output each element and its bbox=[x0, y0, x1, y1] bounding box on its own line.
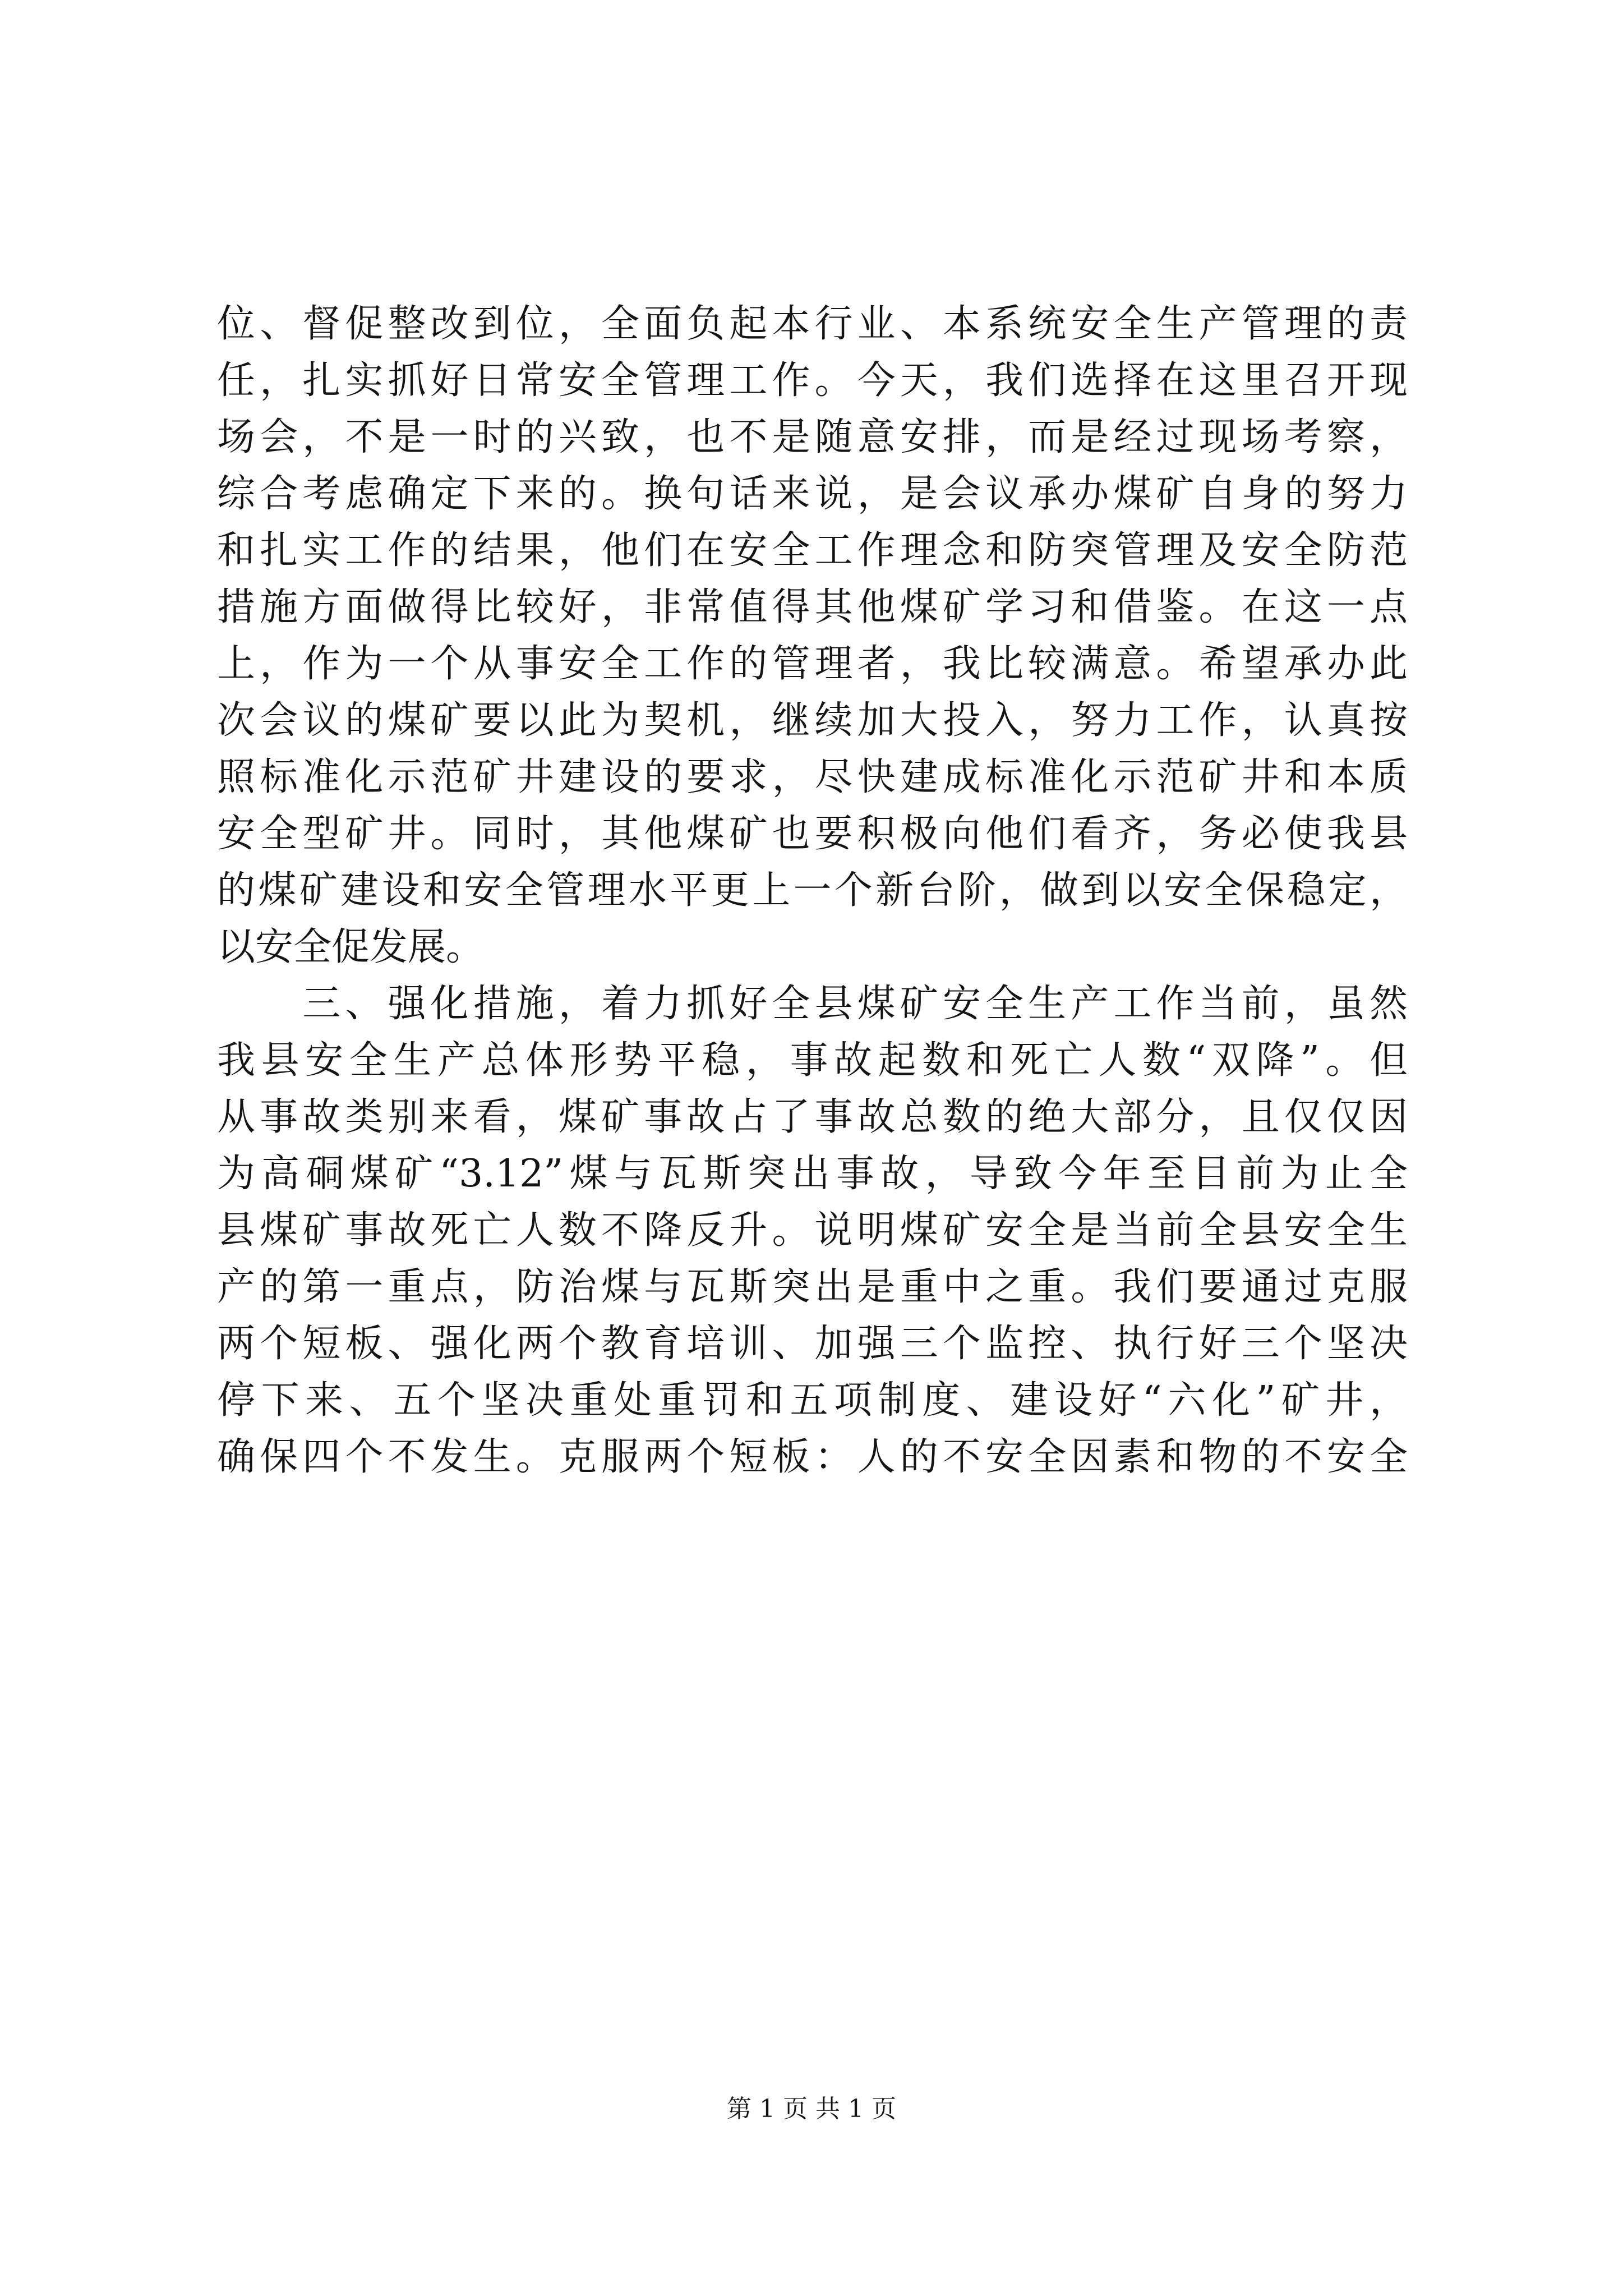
text-line-18: 产的第一重点，防治煤与瓦斯突出是重中之重。我们要通过克服 bbox=[217, 1265, 1408, 1309]
text-line-16: 为高硐煤矿“3.12”煤与瓦斯突出事故，导致今年至目前为止全 bbox=[217, 1152, 1408, 1196]
text-line-20: 停下来、五个坚决重处重罚和五项制度、建设好“六化”矿井， bbox=[217, 1378, 1408, 1423]
page-number-label: 第 1 页 共 1 页 bbox=[727, 2095, 896, 2123]
text-line-5: 和扎实工作的结果，他们在安全工作理念和防突管理及安全防范 bbox=[217, 528, 1408, 573]
text-line-19: 两个短板、强化两个教育培训、加强三个监控、执行好三个坚决 bbox=[217, 1322, 1408, 1366]
page-footer bbox=[0, 2092, 1623, 2126]
text-line-7: 上，作为一个从事安全工作的管理者，我比较满意。希望承办此 bbox=[217, 642, 1408, 686]
text-line-3: 场会，不是一时的兴致，也不是随意安排，而是经过现场考察， bbox=[217, 415, 1408, 459]
text-line-9: 照标准化示范矿井建设的要求，尽快建成标准化示范矿井和本质 bbox=[217, 755, 1408, 799]
text-line-6: 措施方面做得比较好，非常值得其他煤矿学习和借鉴。在这一点 bbox=[217, 585, 1408, 629]
text-line-1: 位、督促整改到位，全面负起本行业、本系统安全生产管理的责 bbox=[217, 302, 1408, 346]
text-line-17: 县煤矿事故死亡人数不降反升。说明煤矿安全是当前全县安全生 bbox=[217, 1208, 1408, 1253]
text-line-21: 确保四个不发生。克服两个短板：人的不安全因素和物的不安全 bbox=[217, 1435, 1408, 1479]
text-line-11: 的煤矿建设和安全管理水平更上一个新台阶，做到以安全保稳定， bbox=[217, 868, 1408, 913]
text-line-2: 任，扎实抓好日常安全管理工作。今天，我们选择在这里召开现 bbox=[217, 358, 1408, 403]
text-line-10: 安全型矿井。同时，其他煤矿也要积极向他们看齐，务必使我县 bbox=[217, 812, 1408, 856]
text-line-12: 以安全促发展。 bbox=[217, 925, 485, 969]
text-line-14: 我县安全生产总体形势平稳，事故起数和死亡人数“双降”。但 bbox=[217, 1038, 1408, 1083]
text-line-15: 从事故类别来看，煤矿事故占了事故总数的绝大部分，且仅仅因 bbox=[217, 1095, 1408, 1139]
body-text bbox=[217, 296, 1408, 1485]
text-line-4: 综合考虑确定下来的。换句话来说，是会议承办煤矿自身的努力 bbox=[217, 472, 1408, 516]
text-line-13: 三、强化措施，着力抓好全县煤矿安全生产工作当前，虽然 bbox=[217, 982, 1408, 1026]
text-line-8: 次会议的煤矿要以此为契机，继续加大投入，努力工作，认真按 bbox=[217, 698, 1408, 743]
